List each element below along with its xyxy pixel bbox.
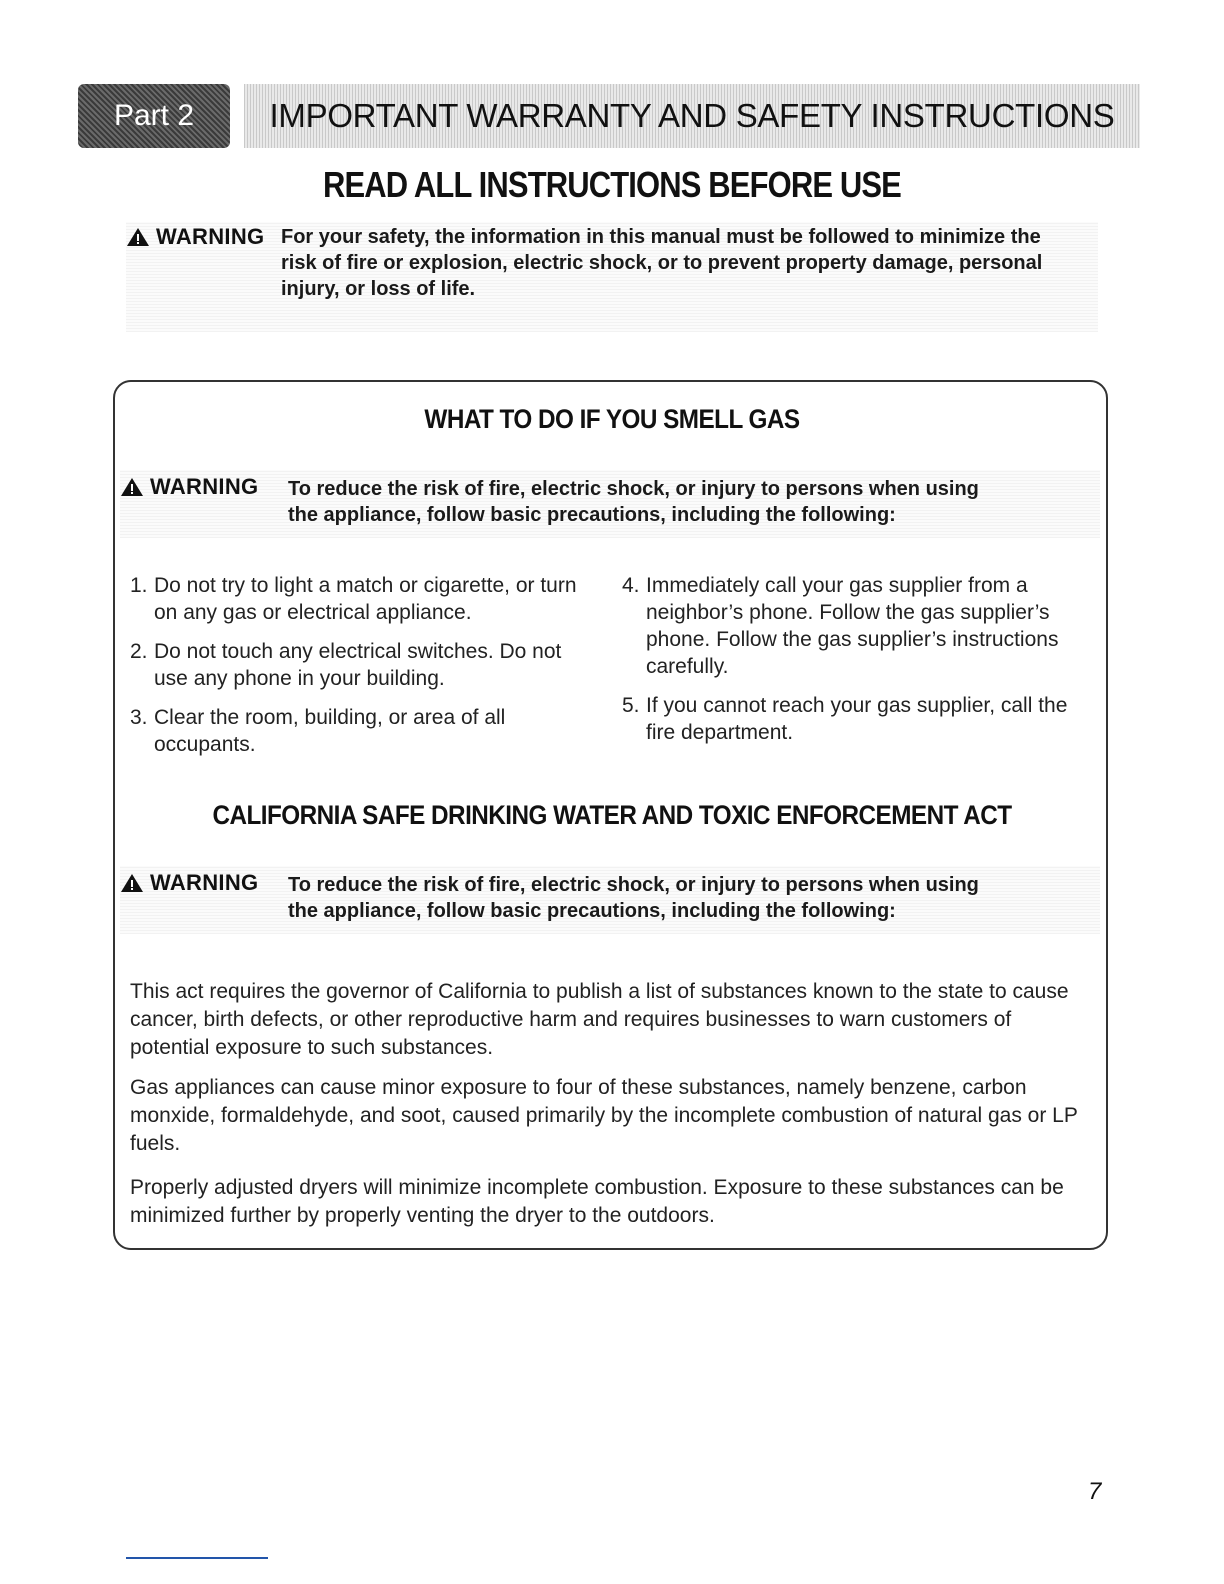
section-title-strip: IMPORTANT WARRANTY AND SAFETY INSTRUCTIONS: [244, 84, 1140, 148]
list-item-number: 1.: [130, 574, 148, 597]
list-item: [130, 572, 590, 626]
warning-label-group: [126, 224, 276, 250]
list-item: [130, 638, 590, 692]
warning-label-group: [120, 870, 270, 896]
warning-triangle-icon: [126, 227, 150, 247]
list-item-number: 5.: [622, 694, 640, 717]
list-item-number: 4.: [622, 574, 640, 597]
california-section-title: CALIFORNIA SAFE DRINKING WATER AND TOXIC ENFORCEMENT ACT: [212, 800, 1012, 830]
warning-text: To reduce the risk of fire, electric shock, or injury to persons when using the appliance, follow basic precautions, including the following:: [288, 874, 979, 922]
warning-label-group: [120, 474, 270, 500]
warning-label: WARNING: [150, 870, 259, 895]
warning-box-top: [126, 222, 1098, 332]
list-item-text: Do not try to light a match or cigarette, or turn on any gas or electrical appliance.: [154, 574, 577, 624]
warning-triangle-icon: [120, 873, 144, 893]
list-item: [622, 692, 1092, 746]
warning-label: WARNING: [150, 474, 259, 499]
warning-triangle-icon: [120, 477, 144, 497]
warning-label: WARNING: [156, 224, 265, 249]
list-item-number: 3.: [130, 706, 148, 729]
warning-box-gas: [120, 470, 1100, 538]
list-item-text: Clear the room, building, or area of all occupants.: [154, 706, 506, 756]
gas-steps-right: [622, 572, 1092, 756]
warning-box-california: [120, 866, 1100, 934]
list-item: [622, 572, 1092, 680]
warning-text: To reduce the risk of fire, electric shock, or injury to persons when using the appliance, follow basic precautions, including the following:: [288, 478, 979, 526]
part-tab: Part 2: [78, 84, 230, 148]
gas-steps-left: [130, 572, 590, 768]
main-title: READ ALL INSTRUCTIONS BEFORE USE: [323, 164, 901, 205]
act-paragraph: This act requires the governor of California to publish a list of substances known to the state to cause cancer, birth defects, or other reproductive harm and requires businesses to warn customers of potential exposure to such substances.: [130, 980, 1069, 1059]
footer-rule: [126, 1557, 268, 1559]
list-item: [130, 704, 590, 758]
section-header: [78, 84, 1140, 148]
gas-section-title: WHAT TO DO IF YOU SMELL GAS: [424, 404, 800, 434]
list-item-text: If you cannot reach your gas supplier, call the fire department.: [646, 694, 1068, 744]
act-paragraph: Properly adjusted dryers will minimize incomplete combustion. Exposure to these substances can be minimized further by properly venting the dryer to the outdoors.: [130, 1176, 1064, 1227]
warning-text: For your safety, the information in this manual must be followed to minimize the risk of fire or explosion, electric shock, or to prevent property damage, personal injury, or loss of life.: [281, 226, 1043, 300]
page-number: 7: [1088, 1478, 1102, 1505]
list-item-text: Immediately call your gas supplier from a neighbor’s phone. Follow the gas supplier’s phone. Follow the gas supplier’s instructions carefully.: [646, 574, 1059, 678]
list-item-text: Do not touch any electrical switches. Do not use any phone in your building.: [154, 640, 562, 690]
list-item-number: 2.: [130, 640, 148, 663]
act-paragraph: Gas appliances can cause minor exposure to four of these substances, namely benzene, carbon monxide, formaldehyde, and soot, caused primarily by the incomplete combustion of natural gas or LP fuels.: [130, 1076, 1078, 1155]
